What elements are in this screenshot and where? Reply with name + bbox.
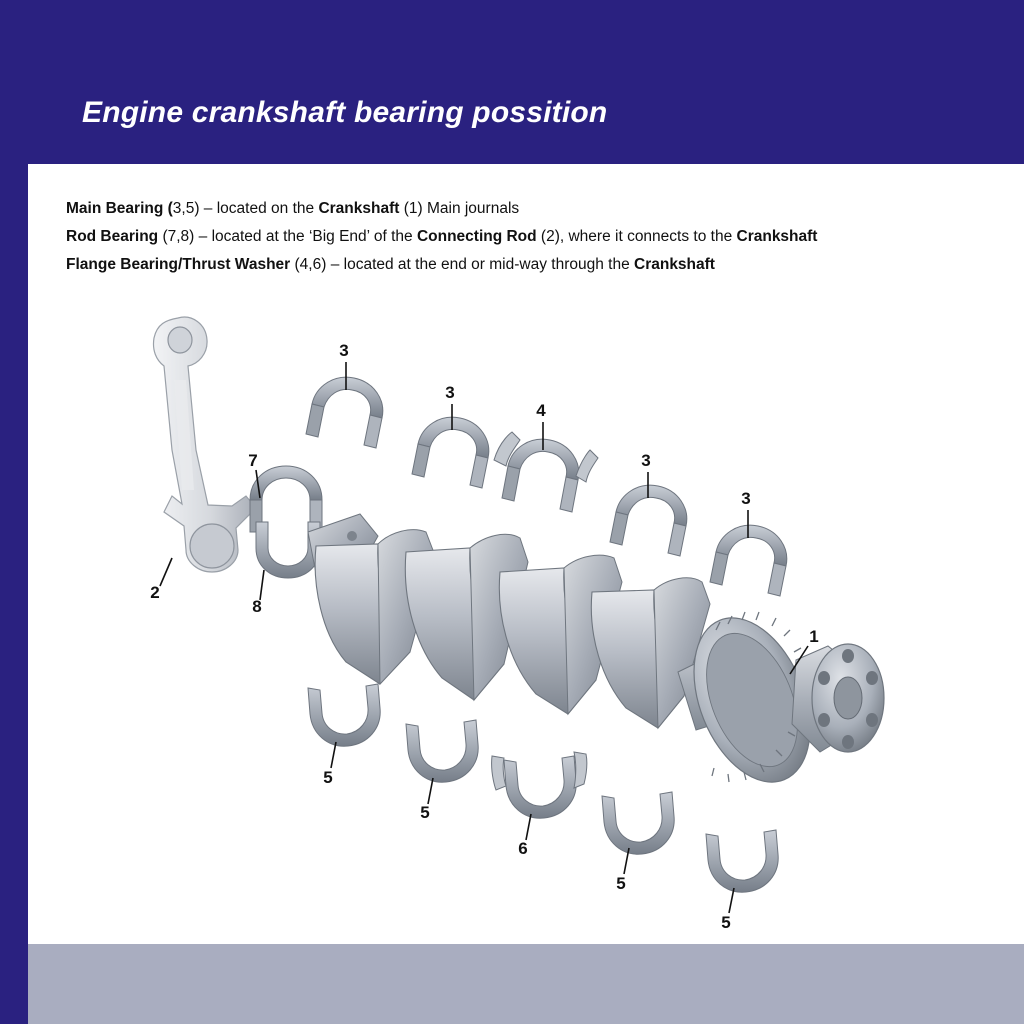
desc3-bold-2: Crankshaft bbox=[634, 256, 715, 273]
desc2-text-1: (7,8) – located at the ‘Big End’ of the bbox=[158, 228, 417, 245]
part-crankshaft bbox=[308, 514, 884, 799]
part-main-bearing-upper-2 bbox=[412, 417, 489, 488]
part-main-bearing-lower-4 bbox=[706, 830, 778, 892]
callout-label-3a: 3 bbox=[339, 341, 349, 360]
header-band bbox=[28, 0, 1024, 164]
description-line-2 bbox=[66, 224, 996, 250]
desc1-bold-1: Main Bearing ( bbox=[66, 200, 173, 217]
desc2-bold-2: Connecting Rod bbox=[416, 228, 537, 245]
callout-label-7: 7 bbox=[248, 451, 258, 470]
part-flange-bearing-upper bbox=[494, 432, 598, 512]
desc2-bold-1: Rod Bearing bbox=[66, 228, 159, 245]
footer-band bbox=[0, 944, 1024, 1024]
desc2-text-2: (2), where it connects to the bbox=[536, 228, 737, 245]
callout-label-5b: 5 bbox=[420, 803, 430, 822]
left-accent-rail bbox=[0, 0, 28, 1024]
description-block bbox=[66, 196, 996, 280]
part-main-bearing-upper-1 bbox=[306, 377, 383, 448]
callout-label-6: 6 bbox=[518, 839, 528, 858]
part-flange-bearing-lower bbox=[492, 752, 587, 818]
callout-label-5d: 5 bbox=[721, 913, 731, 932]
callout-label-2: 2 bbox=[150, 583, 160, 602]
part-connecting-rod bbox=[153, 317, 256, 572]
callout-label-8: 8 bbox=[252, 597, 262, 616]
callout-label-5a: 5 bbox=[323, 768, 333, 787]
part-main-bearing-lower-2 bbox=[406, 720, 478, 782]
desc1-text-2: (1) Main journals bbox=[399, 200, 520, 217]
desc2-bold-3: Crankshaft bbox=[736, 228, 818, 245]
desc3-bold-1: Flange Bearing/Thrust Washer bbox=[66, 256, 291, 273]
callout-label-3d: 3 bbox=[741, 489, 751, 508]
crankshaft-exploded-diagram bbox=[60, 300, 1000, 940]
part-main-bearing-lower-1 bbox=[308, 684, 380, 746]
callout-label-3c: 3 bbox=[641, 451, 651, 470]
description-line-3 bbox=[66, 252, 996, 278]
callout-label-1: 1 bbox=[809, 627, 819, 646]
callout-label-5c: 5 bbox=[616, 874, 626, 893]
part-rod-bearing-lower bbox=[256, 522, 320, 578]
desc1-text-1: 3,5) – located on the bbox=[172, 200, 319, 217]
part-main-bearing-lower-3 bbox=[602, 792, 674, 854]
callout-label-4: 4 bbox=[536, 401, 546, 420]
desc3-text-1: (4,6) – located at the end or mid-way through the bbox=[290, 256, 634, 273]
description-line-1 bbox=[66, 196, 996, 222]
page-title: Engine crankshaft bearing possition bbox=[82, 96, 608, 129]
footer-accent-rail bbox=[0, 944, 28, 1024]
callout-label-3b: 3 bbox=[445, 383, 455, 402]
desc1-bold-2: Crankshaft bbox=[318, 200, 400, 217]
